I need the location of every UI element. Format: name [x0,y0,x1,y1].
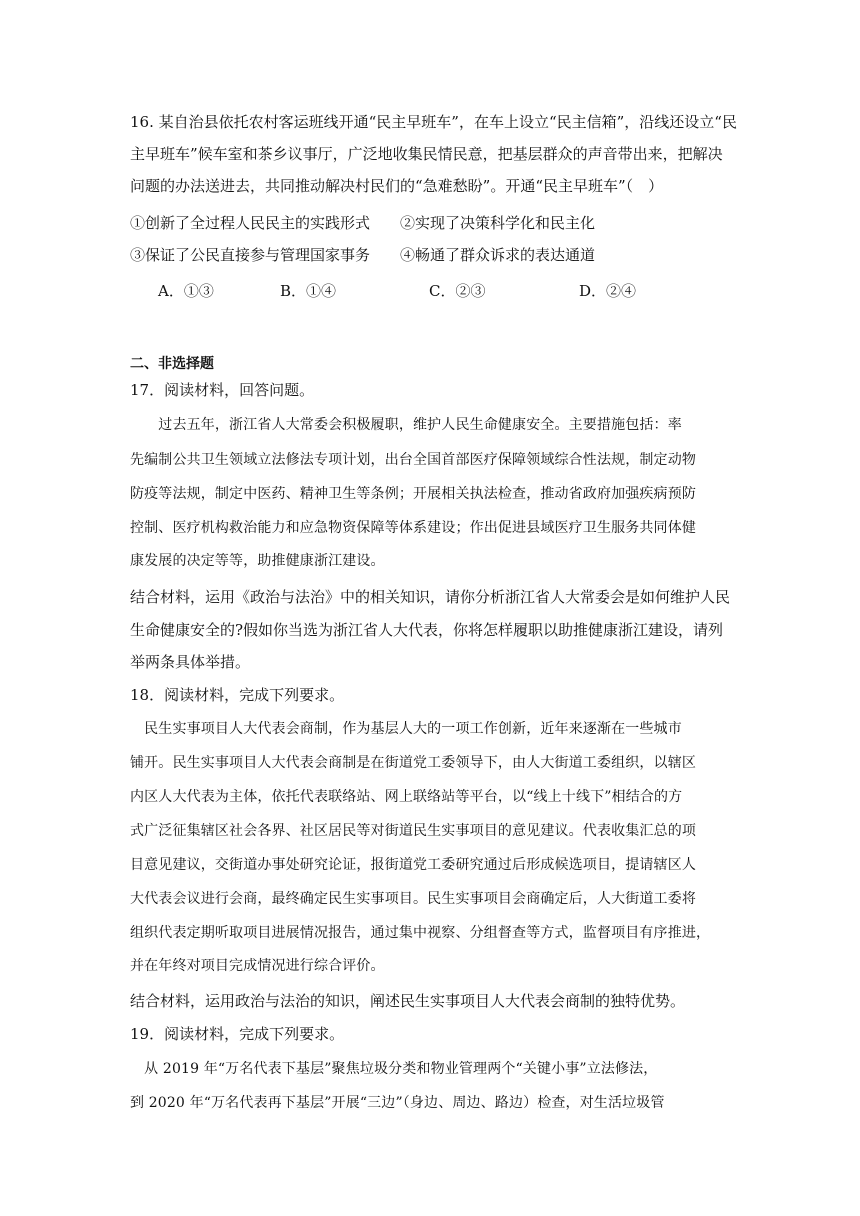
q17-material-line-5: 康发展的决定等等，助推健康浙江建设。 [130,553,385,569]
q16-stem-line-1: 16. 某自治县依托农村客运班线开通“民主早班车”，在车上设立“民主信箱”，沿线还设立“民 [130,113,737,131]
q18-material-line-8: 并在年终对项目完成情况进行综合评价。 [130,958,385,974]
q18-material-line-7: 组织代表定期听取项目进展情况报告，通过集中视察、分组督查等方式，监督项目有序推进， [130,925,711,941]
q17-material-line-1: 过去五年，浙江省人大常委会积极履职，维护人民生命健康安全。主要措施包括：率 [130,417,682,433]
q18-material-line-5: 目意见建议，交街道办事处研究论证，报街道党工委研究通过后形成候选项目，提请辖区人 [130,857,696,873]
q17-material-line-4: 控制、医疗机构救治能力和应急物资保障等体系建设；作出促进县域医疗卫生服务共同体健 [130,520,696,536]
q18-material-line-3: 内区人大代表为主体，依托代表联络站、网上联络站等平台，以“线上十线下”相结合的方 [130,789,683,805]
q18-stem: 18．阅读材料，完成下列要求。 [130,686,345,704]
q18-question: 结合材料，运用政治与法治的知识，阐述民生实事项目人大代表会商制的独特优势。 [130,992,686,1010]
q16-statement-1-2: ①创新了全过程人民民主的实践形式 ②实现了决策科学化和民主化 [130,214,596,232]
q16-statement-3-4: ③保证了公民直接参与管理国家事务 ④畅通了群众诉求的表达通道 [130,246,596,264]
q17-stem: 17．阅读材料，回答问题。 [130,381,315,399]
q16-option-a: A．①③ [158,282,214,300]
q16-option-d: D．②④ [579,282,637,300]
section-title: 二、非选择题 [130,356,214,372]
q17-question-line-3: 举两条具体举措。 [130,653,251,671]
q19-material-line-1: 从 2019 年“万名代表下基层”聚焦垃圾分类和物业管理两个“关键小事”立法修法， [130,1061,658,1077]
q18-material-line-2: 铺开。民生实事项目人大代表会商制是在街道党工委领导下，由人大街道工委组织，以辖区 [130,755,696,771]
q17-question-line-2: 生命健康安全的?假如你当选为浙江省人大代表，你将怎样履职以助推健康浙江建设，请列 [130,621,724,639]
q17-material-line-3: 防疫等法规，制定中医药、精神卫生等条例；开展相关执法检查，推动省政府加强疾病预防 [130,486,696,502]
q18-material-line-6: 大代表会议进行会商，最终确定民生实事项目。民生实事项目会商确定后，人大街道工委将 [130,891,696,907]
q18-material-line-1: 民生实事项目人大代表会商制，作为基层人大的一项工作创新，近年来逐渐在一些城市 [130,721,682,737]
q16-option-b: B．①④ [280,282,337,300]
q19-stem: 19．阅读材料，完成下列要求。 [130,1025,345,1043]
q19-material-line-2: 到 2020 年“万名代表再下基层”开展“三边”（身边、周边、路边）检查，对生活垃圾管 [130,1095,665,1111]
q16-stem-line-3: 问题的办法送进去，共同推动解决村民们的“急难愁盼”。开通“民主早班车”（ ） [130,177,664,195]
q16-option-c: C．②③ [429,282,486,300]
q16-stem-line-2: 主早班车”候车室和茶乡议事厅，广泛地收集民情民意，把基层群众的声音带出来，把解决 [130,145,723,163]
q17-material-line-2: 先编制公共卫生领域立法修法专项计划，出台全国首部医疗保障领域综合性法规，制定动物 [130,452,696,468]
q18-material-line-4: 式广泛征集辖区社会各界、社区居民等对街道民生实事项目的意见建议。代表收集汇总的项 [130,823,696,839]
q17-question-line-1: 结合材料，运用《政治与法治》中的相关知识，请你分析浙江省人大常委会是如何维护人民 [130,588,731,606]
